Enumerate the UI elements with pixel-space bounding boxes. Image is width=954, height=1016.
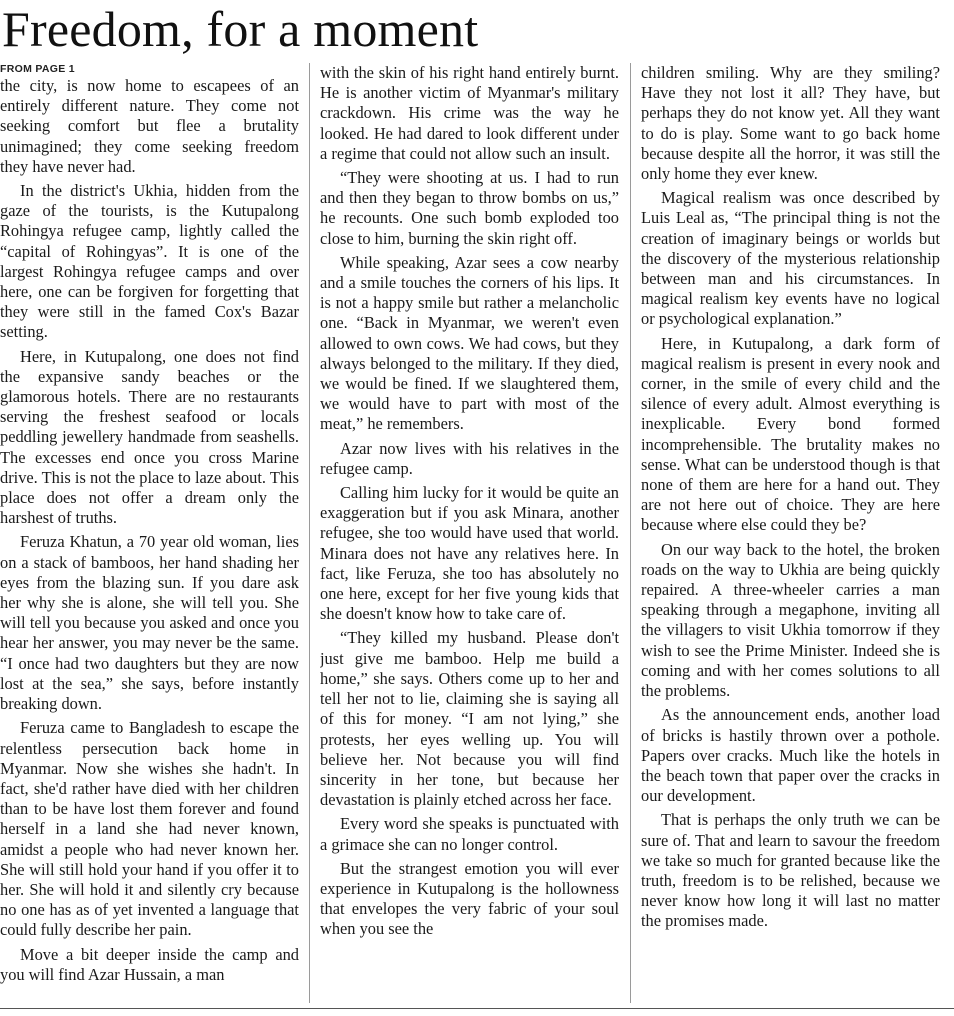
paragraph: Calling him lucky for it would be quite an exaggeration but if you ask Minara, another refugee, she too would have used that world. Minara does not have any relatives here. In fact, like Feruza, she too has absolutely no one here, except for her five young kids that she doesn't know how to take care of. [320,483,619,624]
column-divider [630,63,631,1003]
paragraph: Here, in Kutupalong, one does not find the expansive sandy beaches or the glamorous hotels. There are no restaurants serving the freshest seafood or locals peddling jewellery handmade from seashells. The excesses end once you cross Marine drive. This is not the place to laze about. This place does not offer a dream only the harshest of truths. [0,346,299,528]
paragraph: Azar now lives with his relatives in the refugee camp. [320,438,619,478]
paragraph: Magical realism was once described by Luis Leal as, “The principal thing is not the creation of imaginary beings or worlds but the discovery of the mysterious relationship between man and his circumstances. In magical realism key events have no logical or psychological explanation.” [641,188,940,329]
paragraph: In the district's Ukhia, hidden from the gaze of the tourists, is the Kutupalong Rohingya refugee camp, lightly called the “capital of Rohingyas”. It is one of the largest Rohingya refugee camps and over here, one can be forgiven for forgetting that they were still in the famed Cox's Bazar setting. [0,181,299,342]
paragraph: Here, in Kutupalong, a dark form of magical realism is present in every nook and corner, in the smile of every child and the silence of every adult. Almost everything is inexplicable. Every bond formed incomprehensible. The brutality makes no sense. What can be understood though is that none of them are here for a hand out. They are not here out of choice. They are here because where else could they be? [641,333,940,535]
paragraph: Move a bit deeper inside the camp and you will find Azar Hussain, a man [0,944,299,984]
paragraph: Every word she speaks is punctuated with a grimace she can no longer control. [320,814,619,854]
paragraph: children smiling. Why are they smiling? Have they not lost it all? They have, but perhaps they do not know yet. All they want to do is play. Some want to go back home because despite all the horror, it was still the only home they ever knew. [641,63,940,184]
paragraph: As the announcement ends, another load of bricks is hastily thrown over a pothole. Papers over cracks. Much like the hotels in the beach town that paper over the cracks in our development. [641,705,940,806]
continued-from-label: FROM PAGE 1 [0,63,75,75]
article-column-2 [320,63,619,1003]
headline: Freedom, for a moment [2,1,479,57]
paragraph: But the strangest emotion you will ever experience in Kutupalong is the hollowness that envelopes the very fabric of your soul when you see the [320,858,619,939]
article-column-3 [641,63,940,1003]
paragraph: “They killed my husband. Please don't just give me bamboo. Help me build a home,” she says. Others come up to her and tell her not to lie, claiming she is saying all of this for money. “I am not lying,” she protests, her eyes welling up. You will believe her. Not because you will find sincerity in her tone, but because her devastation is plainly etched across her face. [320,628,619,810]
paragraph: “They were shooting at us. I had to run and then they began to throw bombs on us,” he recounts. One such bomb exploded too close to him, burning the skin right off. [320,168,619,248]
article-body [0,63,954,1003]
paragraph: with the skin of his right hand entirely burnt. He is another victim of Myanmar's military crackdown. His crime was the way he looked. He had dared to look different under a regime that could not allow such an insult. [320,63,619,163]
paragraph: On our way back to the hotel, the broken roads on the way to Ukhia are being quickly repaired. A three-wheeler carries a man speaking through a megaphone, inviting all the villagers to visit Ukhia tomorrow if they wish to see the Prime Minister. Indeed she is coming and with her comes solutions to all the problems. [641,539,940,701]
bottom-rule [0,1008,954,1009]
paragraph: While speaking, Azar sees a cow nearby and a smile touches the corners of his lips. It is not a happy smile but rather a melancholic one. “Back in Myanmar, we weren't even allowed to own cows. We had cows, but they always belonged to the military. If they died, we would be fined. If we slaughtered them, we would have to part with most of the meat,” he remembers. [320,252,619,434]
paragraph: That is perhaps the only truth we can be sure of. That and learn to savour the freedom we take so much for granted because like the truth, freedom is to be relished, because we never know how long it will last no matter the promises made. [641,810,940,931]
column-divider [309,63,310,1003]
article-column-1 [0,63,299,1003]
paragraph: the city, is now home to escapees of an entirely different nature. They come not seeking comfort but flee a brutality unimagined; they come seeking freedom they have never had. [0,76,299,176]
paragraph: Feruza came to Bangladesh to escape the relentless persecution back home in Myanmar. Now she wishes she hadn't. In fact, she'd rather have died with her children than to be have lost them forever and found herself in a land she had never known, amidst a people who had never known her. She will still hold your hand if you offer it to her. She will hold it and silently cry because no one has as of yet invented a language that could fully describe her pain. [0,718,299,940]
paragraph: Feruza Khatun, a 70 year old woman, lies on a stack of bamboos, her hand shading her eyes from the blazing sun. If you dare ask her why she is alone, she will tell you. She will tell you because you asked and once you hear her answer, you may never be the same. “I once had two daughters but they are now lost at the sea,” she says, before instantly breaking down. [0,532,299,714]
